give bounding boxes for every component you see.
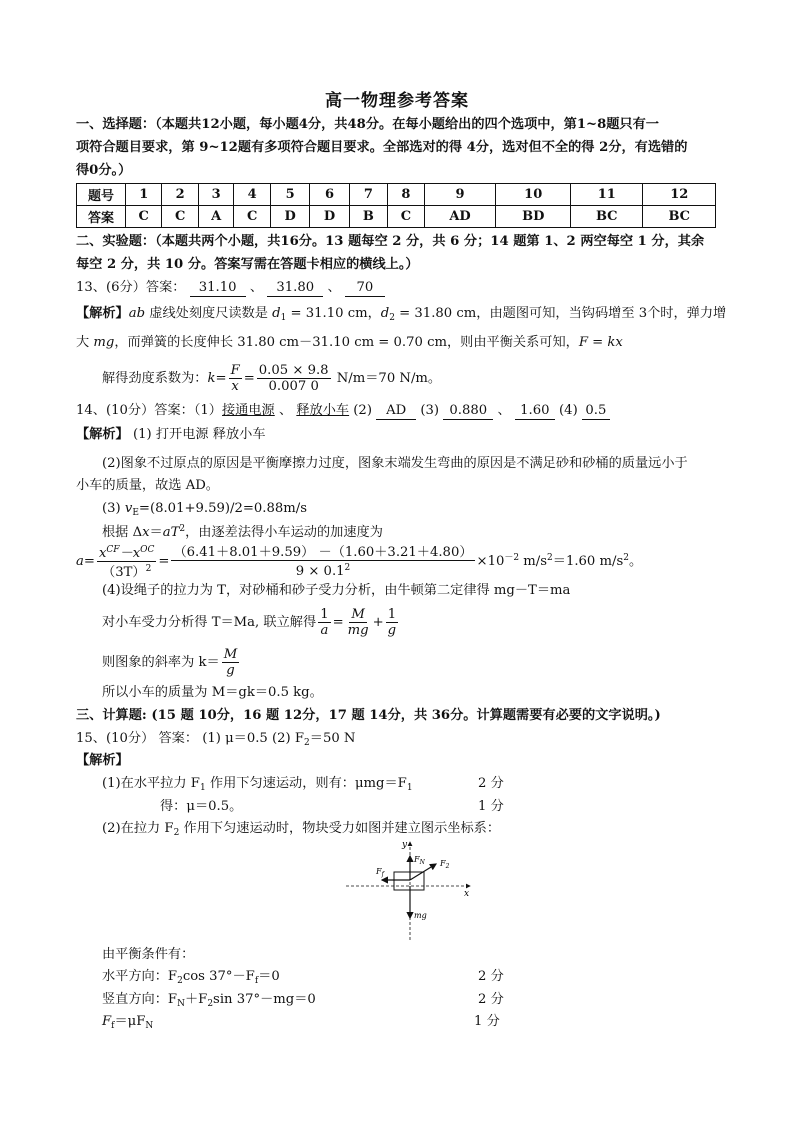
text: =	[215, 371, 227, 386]
subscript: 1	[406, 783, 413, 793]
q14-analysis-line5	[76, 542, 642, 580]
fraction-1-a	[318, 607, 330, 638]
fraction-xcf	[97, 543, 156, 580]
text: ，由逐差法得小车运动的加速度为	[185, 525, 383, 540]
q14-analysis-line2b: 小车的质量，故选 AD。	[76, 478, 219, 493]
text: ＝0	[258, 969, 280, 984]
superscript: OC	[140, 545, 155, 555]
text: 竖直方向：F	[102, 992, 178, 1007]
analysis-label: 【解析】	[76, 753, 129, 768]
table-cell: 6	[310, 184, 349, 206]
var-x: x	[98, 546, 107, 561]
q14-blank-5: 1.60	[515, 403, 555, 420]
q13-analysis-line1: 【解析】ab 虚线处刻度尺读数是 $d_1 = 31.10$ cm，$d_2 = 31.80$ cm，由题图可知，当钩码增至 3个时，弹力增	[76, 306, 727, 323]
q14-analysis-line7	[102, 606, 400, 640]
q14-blank-3: AD	[376, 403, 416, 420]
q15-line4: 由平衡条件有：	[102, 947, 195, 962]
table-cell: 5	[270, 184, 309, 206]
table-cell: C	[162, 206, 198, 228]
section2-line1: 二、实验题：（本题共两个小题，共16分。13 题每空 2 分，共 6 分；14 题第 1、2 两空每空 1 分，其余	[76, 234, 705, 249]
text: =	[243, 371, 255, 386]
var-mg: mg	[93, 335, 115, 350]
table-header-label: 题号	[77, 184, 126, 206]
table-cell: 8	[388, 184, 424, 206]
fraction-1-g	[386, 607, 398, 638]
numerator: M	[351, 607, 365, 622]
text: (2)	[349, 403, 377, 418]
text: 对小车受力分析得 T＝Ma, 联立解得	[102, 615, 317, 630]
text: ＋F	[184, 992, 208, 1007]
text: ，而弹簧的长度伸长 31.80 cm－31.10 cm = 0.70 cm，则由平衡关系可知，	[114, 335, 579, 350]
denominator: 0.007 0	[268, 379, 319, 394]
denominator: x	[231, 379, 239, 394]
subscript: N	[177, 999, 185, 1009]
f2-label: $F_2$	[440, 859, 450, 870]
q14-blank-1: 接通电源	[222, 403, 275, 418]
q15-line7	[102, 1011, 153, 1037]
table-cell: 12	[643, 184, 716, 206]
text: ＝μF	[114, 1014, 146, 1029]
analysis-label: 【解析】	[76, 427, 129, 442]
text: (1) 打开电源 释放小车	[128, 427, 266, 442]
y-label: y	[402, 840, 408, 850]
numerator: M	[223, 647, 238, 662]
text: 作用下匀速运动，则有：μmg＝F	[205, 776, 407, 791]
q14-blank-2: 释放小车	[296, 403, 350, 418]
text: = 31.80 cm，由题图可知，当钩码增至 3个时，弹力增	[394, 306, 727, 321]
table-answer-label: 答案	[77, 206, 126, 228]
text: 根据 Δ	[102, 525, 143, 540]
numerator: （6.41＋8.01＋9.59） －（1.60＋3.21＋4.80）	[173, 544, 473, 560]
q15-line2: 得：μ＝0.5。	[160, 799, 243, 814]
denominator: 9 × 0.1	[295, 563, 345, 579]
superscript: －2	[504, 553, 520, 563]
table-cell: 4	[234, 184, 270, 206]
q14-blank-6: 0.5	[582, 403, 610, 420]
text: (3)	[102, 501, 125, 516]
subscript: N	[145, 1021, 154, 1031]
text: = 31.10 cm，	[286, 306, 381, 321]
table-cell: 1	[126, 184, 162, 206]
table-row-numbers	[77, 184, 716, 206]
table-cell: C	[388, 206, 424, 228]
text: 大	[76, 335, 94, 350]
subscript: 1	[199, 783, 206, 793]
fn-label: $F_N$	[414, 855, 425, 866]
text: －x	[119, 546, 141, 561]
text: =	[332, 615, 344, 630]
text: m/s	[519, 554, 548, 569]
text: 则图象的斜率为 k＝	[102, 655, 220, 670]
text: (3)	[416, 403, 444, 418]
q14-answer-line	[76, 400, 610, 422]
var-d: d	[272, 306, 281, 321]
superscript: 2	[344, 562, 351, 573]
denominator: mg	[347, 623, 369, 638]
subscript: f	[254, 976, 259, 986]
q15-head: 15、(10分） 答案： (1) μ＝0.5 (2) F	[76, 731, 305, 746]
q13-blank-2: 31.80	[267, 280, 323, 297]
q14-analysis-line9: 所以小车的质量为 M＝gk＝0.5 kg。	[102, 685, 323, 700]
denominator: （3T）	[102, 565, 146, 580]
subscript: 2	[173, 828, 180, 838]
text: ＝	[149, 525, 163, 540]
table-cell: 2	[162, 184, 198, 206]
section1-line1: 一、选择题：（本题共12小题，每小题4分，共48分。在每小题给出的四个选项中，第1~8题只有一	[76, 117, 659, 132]
q14-analysis-line6: (4)设绳子的拉力为 T，对砂桶和砂子受力分析，由牛顿第二定律得 mg－T＝ma	[102, 583, 571, 598]
q14-blank-4: 0.880	[443, 403, 493, 420]
fraction-values	[171, 545, 474, 579]
superscript: 2	[623, 553, 629, 563]
fraction-f-x	[229, 363, 242, 394]
text: (4)	[554, 403, 582, 418]
numerator: 0.05 × 9.8	[258, 363, 329, 378]
points: 1 分	[478, 799, 504, 814]
separator: 、	[249, 280, 264, 295]
denominator: a	[320, 623, 329, 638]
mg-label: mg	[414, 911, 427, 920]
denominator: g	[387, 623, 397, 638]
var-d: d	[380, 306, 390, 321]
q13-answer-line	[76, 277, 385, 299]
table-cell: 7	[349, 184, 388, 206]
numerator: 1	[387, 607, 397, 622]
numerator: F	[230, 363, 240, 378]
text: 。	[628, 554, 643, 569]
force-diagram	[346, 838, 476, 942]
q13-analysis-line2	[76, 332, 623, 354]
points: 2 分	[478, 776, 504, 791]
text: =	[83, 554, 95, 569]
text: 虚线处刻度尺读数是	[145, 306, 273, 321]
section1-line3: 得0分。）	[76, 163, 132, 178]
separator: 、	[327, 280, 341, 295]
text: (2)在拉力 F	[102, 821, 174, 836]
q15-line1	[102, 773, 413, 799]
superscript: 2	[145, 564, 152, 574]
subscript: E	[132, 508, 139, 518]
table-cell: C	[234, 206, 270, 228]
text: =(8.01+9.59)/2=0.88m/s	[138, 501, 307, 516]
fraction-m-g	[222, 647, 240, 678]
text: ×10	[476, 554, 505, 569]
text: +	[372, 615, 384, 630]
var-ab: ab	[128, 306, 146, 321]
fraction-values	[257, 363, 331, 394]
fraction-m-mg	[346, 607, 371, 638]
text: sin 37°－mg＝0	[213, 992, 316, 1007]
table-row-answers	[77, 206, 716, 228]
text: F	[102, 1014, 112, 1029]
table-cell: 9	[424, 184, 496, 206]
points: 2 分	[478, 969, 504, 984]
section3-line1: 三、计算题: (15 题 10分，16 题 12分，17 题 14分，共 36分。计算题需要有必要的文字说明。)	[76, 708, 661, 723]
text: (1)在水平拉力 F	[102, 776, 200, 791]
subscript: 2	[207, 999, 214, 1009]
q13-head: 13、(6分）答案：	[76, 280, 186, 295]
table-cell: AD	[424, 206, 496, 228]
q14-analysis-line4	[102, 518, 383, 544]
table-cell: 10	[496, 184, 571, 206]
superscript: CF	[106, 545, 120, 555]
superscript: 2	[179, 524, 186, 534]
text: 解得劲度系数为：	[102, 371, 208, 386]
text: 作用下匀速运动时，物块受力如图并建立图示坐标系：	[179, 821, 501, 836]
formula-fkx: F = kx	[578, 335, 623, 350]
table-cell: BD	[496, 206, 571, 228]
subscript: f	[111, 1021, 115, 1031]
section2-line2: 每空 2 分，共 10 分。答案写需在答题卡相应的横线上。）	[76, 257, 419, 272]
table-cell: 3	[198, 184, 234, 206]
q14-head: 14、(10分）答案：（1）	[76, 403, 222, 418]
subscript: 2	[177, 976, 183, 986]
text: 水平方向：F	[102, 969, 178, 984]
var-k: k	[207, 371, 216, 386]
var-a: a	[76, 554, 84, 569]
table-cell: BC	[643, 206, 716, 228]
text: cos 37°－F	[182, 969, 255, 984]
denominator: g	[226, 663, 235, 678]
text: =	[158, 554, 170, 569]
var-x: x	[142, 525, 150, 540]
table-cell: A	[198, 206, 234, 228]
q13-analysis-line3	[102, 362, 441, 396]
ff-label: $F_f$	[376, 867, 384, 878]
separator: 、	[278, 403, 293, 418]
x-label: x	[464, 889, 470, 899]
q14-analysis-line1	[76, 424, 266, 446]
table-cell: 11	[571, 184, 643, 206]
separator: 、	[497, 403, 511, 418]
numerator: 1	[320, 607, 329, 622]
table-cell: D	[310, 206, 349, 228]
text: ＝50 N	[309, 731, 356, 746]
superscript: 2	[547, 553, 553, 563]
section1-line2: 项符合题目要求，第 9~12题有多项符合题目要求。全部选对的得 4分，选对但不全的得 2分，有选错的	[76, 140, 688, 155]
text: ＝1.60 m/s	[552, 554, 624, 569]
q14-analysis-line2a: (2)图象不过原点的原因是平衡摩擦力过度，图象末端发生弯曲的原因是不满足砂和砂桶的质量远小于	[102, 456, 688, 471]
text: N/m＝70 N/m。	[332, 371, 442, 386]
table-cell: BC	[571, 206, 643, 228]
q14-analysis-line8	[102, 646, 241, 680]
points: 1 分	[474, 1014, 500, 1029]
var-at: aT	[162, 525, 180, 540]
q13-blank-3: 70	[345, 280, 385, 297]
page-title: 高一物理参考答案	[325, 91, 469, 111]
q13-blank-1: 31.10	[190, 280, 246, 297]
var-v: v	[124, 501, 133, 516]
analysis-label: 【解析】	[76, 306, 129, 321]
table-cell: D	[270, 206, 309, 228]
answer-table	[76, 183, 716, 228]
table-cell: C	[126, 206, 162, 228]
table-cell: B	[349, 206, 388, 228]
points: 2 分	[478, 992, 504, 1007]
subscript: 2	[304, 738, 310, 748]
